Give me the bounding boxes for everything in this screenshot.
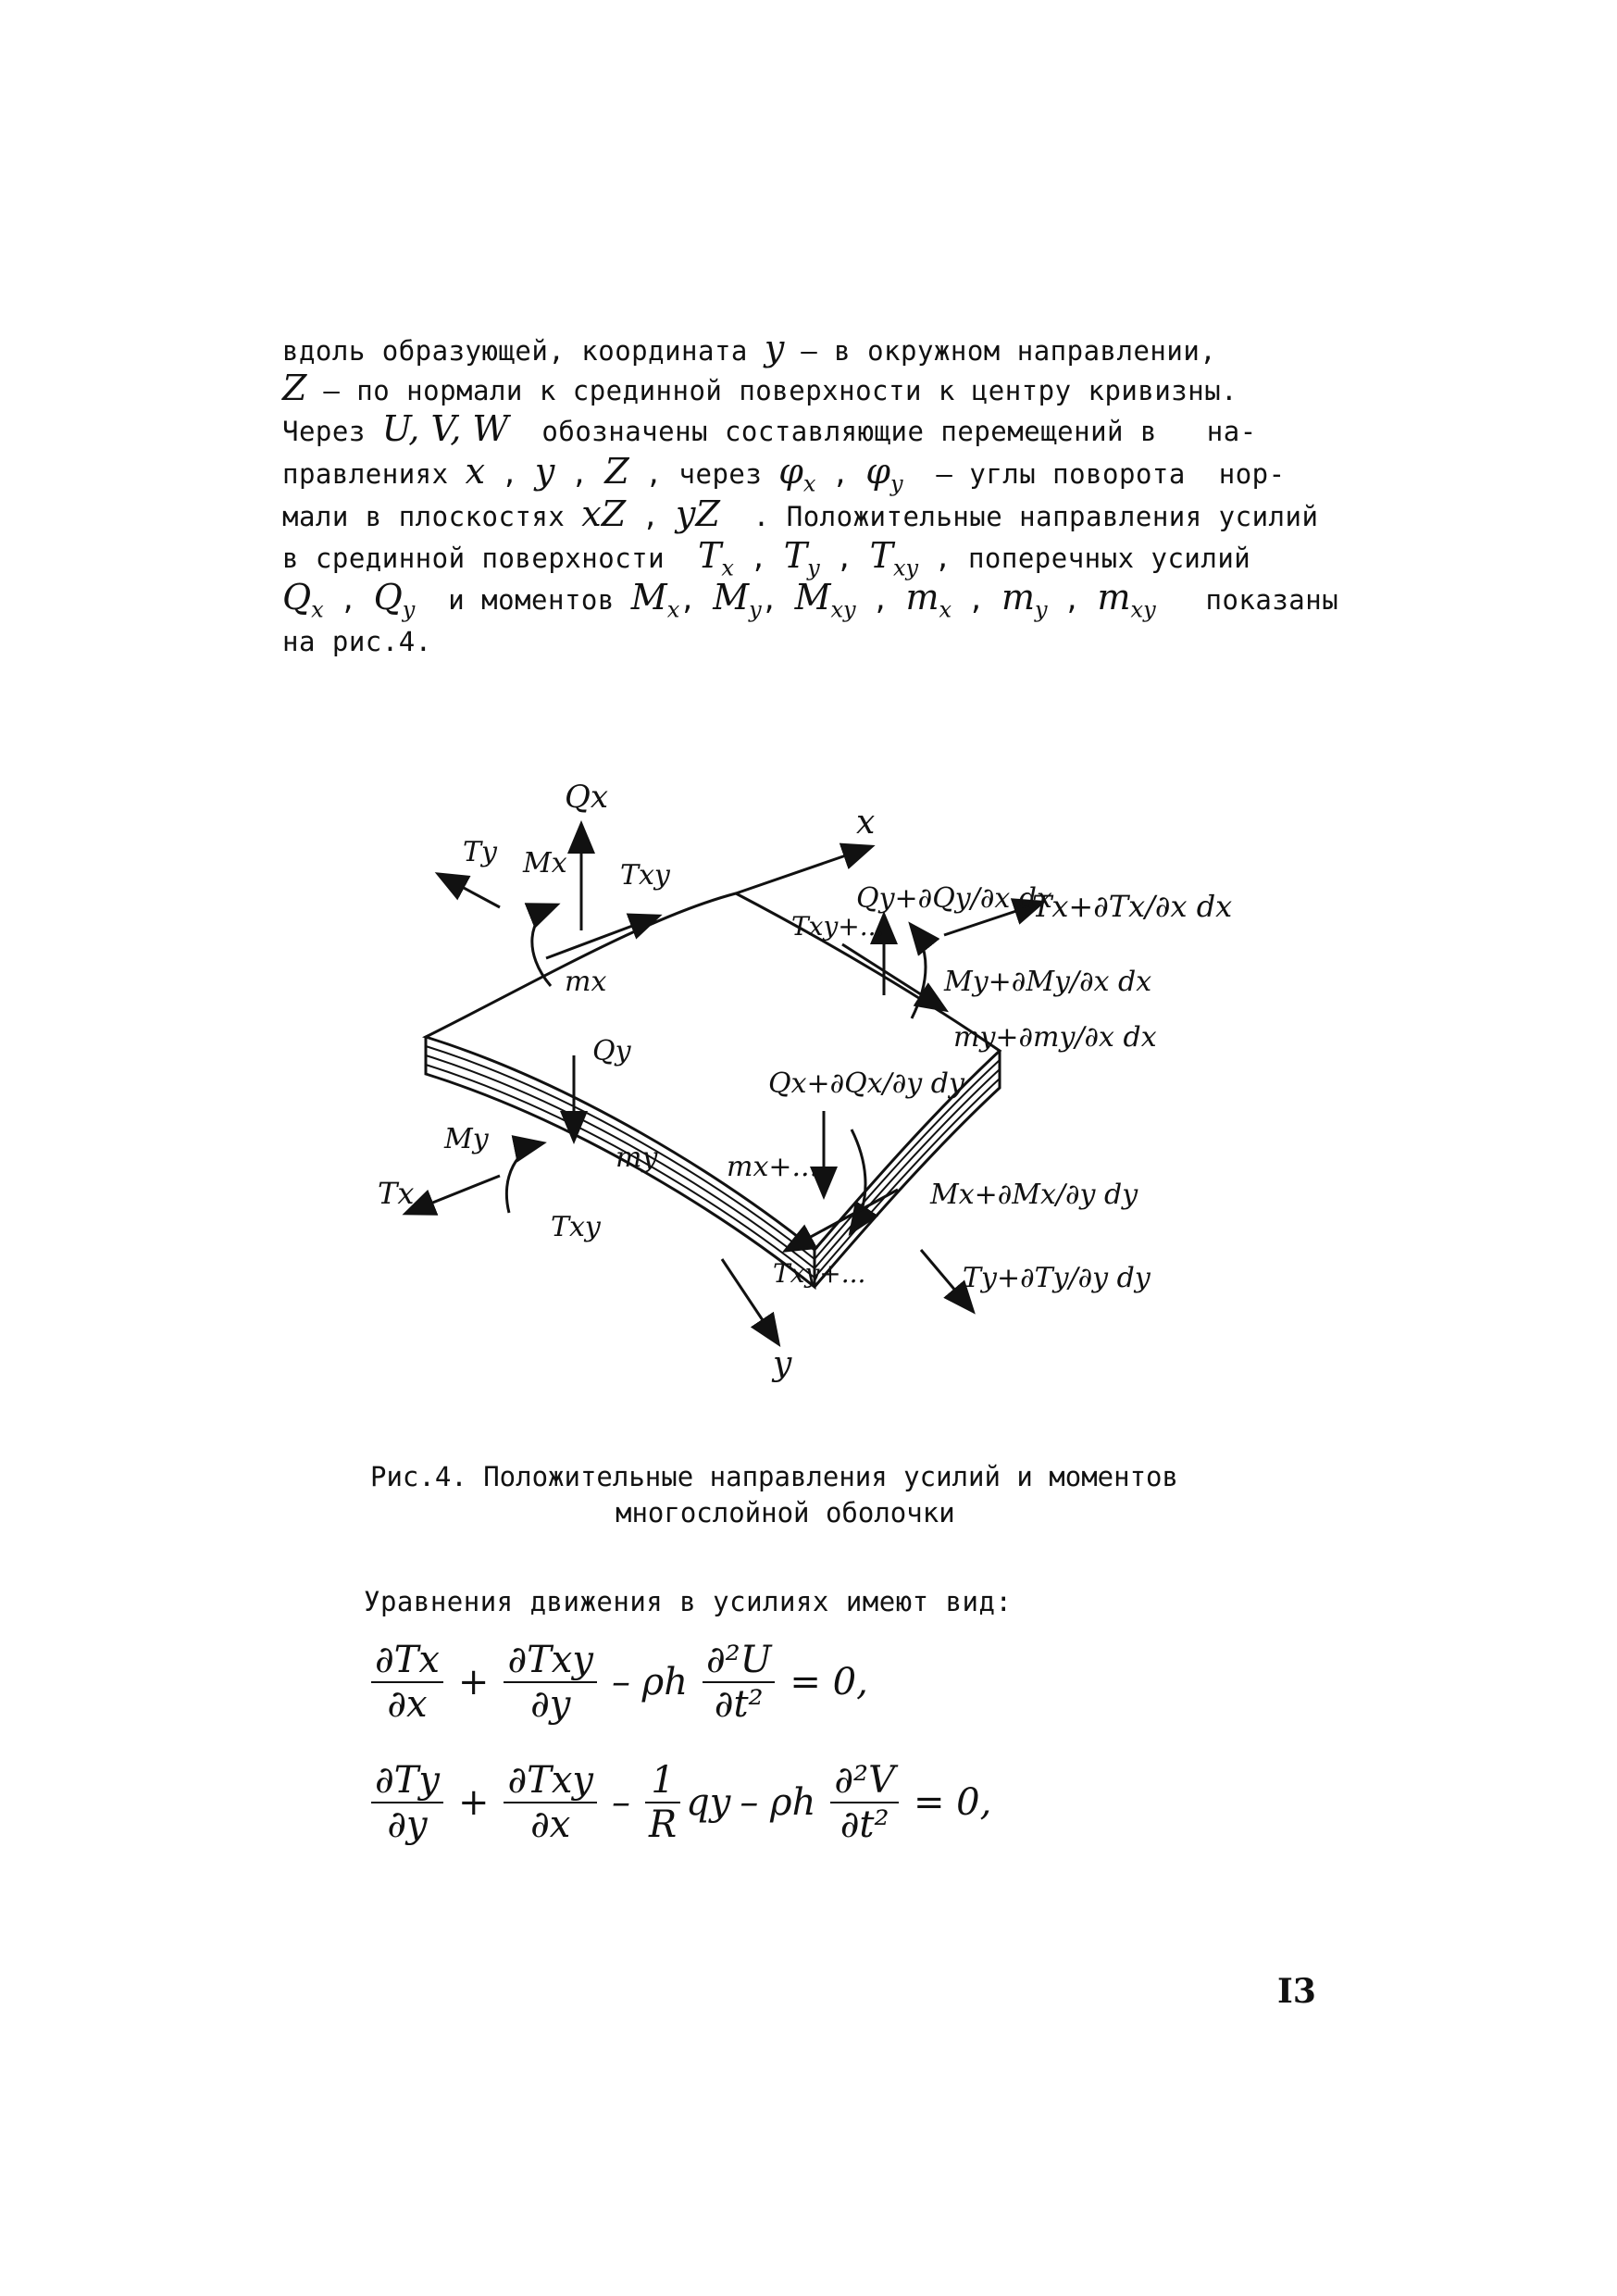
eq2-term4: $\frac{\text{∂²V}}{\text{∂t²}}$	[830, 1759, 899, 1846]
text-line-4: правлениях x , y , Z , через $\varphi_x$ , $\varphi_y$ – углы поворота нор-	[282, 451, 1286, 497]
equation-1: $\frac{\partial Tx}{\partial x}$ + $\frac{\text{∂Txy}}{\partial y}$ – ρh $\frac{\text{∂²U}}{\text{∂t²}}$ = 0,	[366, 1639, 877, 1726]
label-my: my	[616, 1142, 658, 1174]
eq1-term1: $\frac{\partial Tx}{\partial x}$	[371, 1639, 443, 1726]
label-Txy-plus-bottom: Txy+...	[773, 1258, 866, 1289]
label-Tx: Tx	[378, 1176, 415, 1211]
text-line-8: на рис.4.	[282, 626, 432, 657]
label-Qy: Qy	[592, 1035, 631, 1067]
eq2-term3: $\frac{1}{R}$	[645, 1759, 680, 1846]
label-Txy: Txy	[620, 859, 670, 892]
eq2-term2: $\frac{\text{∂Txy}}{\partial x}$	[504, 1759, 597, 1846]
label-Ty: Ty	[463, 836, 497, 868]
eq1-term3: $\frac{\text{∂²U}}{\text{∂t²}}$	[703, 1639, 775, 1726]
eq2-term1: $\frac{\partial Ty}{\partial y}$	[371, 1759, 443, 1846]
label-x-axis: x	[856, 804, 876, 842]
label-Qx: Qx	[565, 779, 609, 816]
text-line-3: Через U, V, W обозначены составляющие перемещений в на-	[282, 408, 1257, 449]
label-My-plus: My+∂My/∂x dx	[944, 966, 1152, 998]
text-line-6: в срединной поверхности $T_x$ , $T_y$ , $T_{xy}$ , поперечных усилий	[282, 535, 1251, 581]
label-mx: mx	[565, 966, 607, 998]
label-My: My	[444, 1123, 489, 1155]
arrow-Ty	[440, 875, 500, 907]
label-Ty-plus: Ty+∂Ty/∂y dy	[963, 1262, 1151, 1294]
text-line-7: $Q_x$ , $Q_y$ и моментов $M_x$, $M_y$, $M_{xy}$ , $m_x$ , $m_y$ , $m_{xy}$ показаны	[282, 577, 1339, 623]
arrow-Tx	[407, 1176, 500, 1213]
eq1-term2: $\frac{\text{∂Txy}}{\partial y}$	[504, 1639, 597, 1726]
equation-2: $\frac{\partial Ty}{\partial y}$ + $\frac{\text{∂Txy}}{\partial x}$ – $\frac{1}{R}$ qy – ρh $\frac{\text{∂²V}}{\text{∂t²}}$ = 0,	[366, 1759, 1001, 1846]
label-Qx-plus: Qx+∂Qx/∂y dy	[768, 1067, 964, 1100]
equations-intro: Уравнения движения в усилиях имеют вид:	[364, 1586, 1013, 1617]
label-Mx: Mx	[523, 847, 567, 880]
figure-caption-line-2: многослойной оболочки	[616, 1497, 955, 1529]
label-y-axis: y	[773, 1345, 792, 1383]
label-mx-plus: mx+...	[727, 1151, 819, 1183]
arrow-y-axis	[722, 1259, 777, 1342]
moment-arc-My	[506, 1143, 541, 1213]
label-Mx-plus: Mx+∂Mx/∂y dy	[930, 1179, 1138, 1211]
page-number: I3	[1277, 1972, 1316, 2011]
text-line-2: Z – по нормали к срединной поверхности к центру кривизны.	[282, 368, 1238, 408]
arrow-x-axis	[736, 847, 870, 893]
label-Tx-plus: Tx+∂Tx/∂x dx	[1032, 889, 1233, 924]
figure-caption-line-1: Рис.4. Положительные направления усилий и моментов	[370, 1461, 1178, 1492]
label-Qy-plus: Qy+∂Qy/∂x dx	[856, 882, 1052, 915]
label-my-plus: my+∂my/∂x dx	[953, 1021, 1157, 1054]
text-line-5: мали в плоскостях xZ , yZ . Положительные направления усилий	[282, 493, 1319, 534]
label-Txy-bottom: Txy	[551, 1211, 601, 1243]
figure-shell-element	[352, 768, 1240, 1398]
label-Txy-plus-top: Txy+...	[791, 911, 885, 942]
text-line-1: вдоль образующей, координата y – в окружном направлении,	[282, 328, 1217, 368]
